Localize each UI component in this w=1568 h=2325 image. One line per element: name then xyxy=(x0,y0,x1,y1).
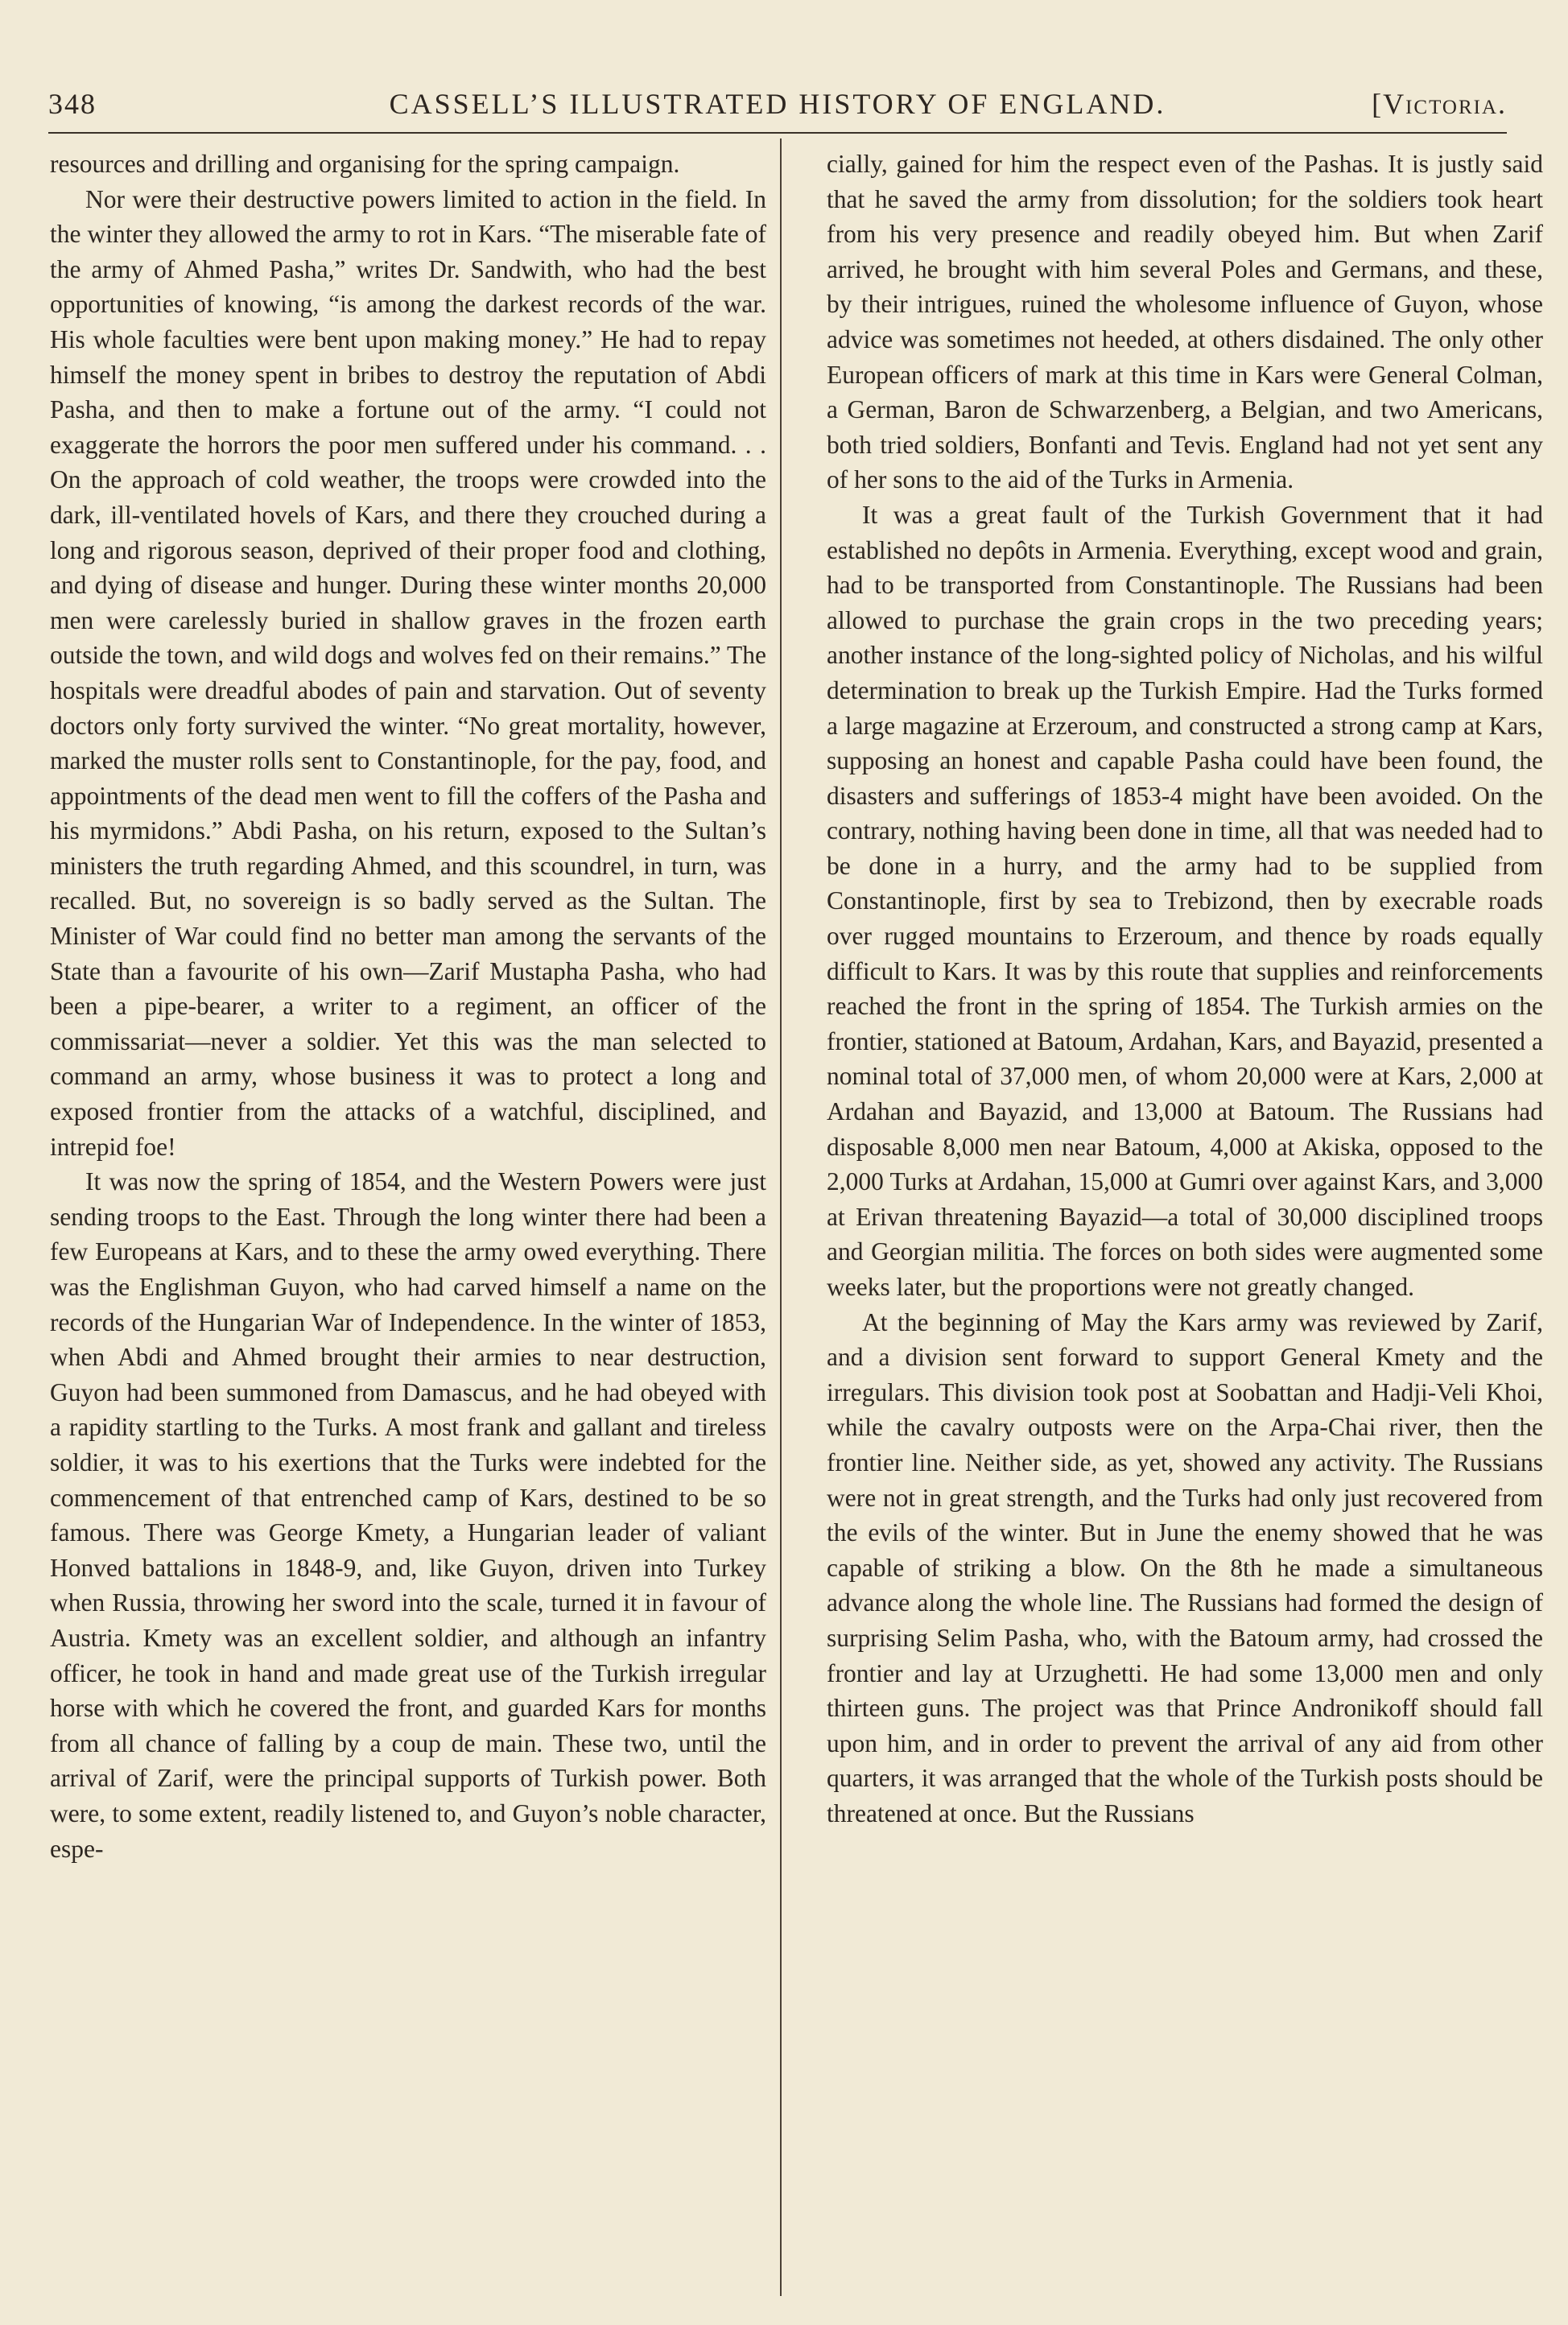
running-header xyxy=(48,81,1507,126)
paragraph: It was a great fault of the Turkish Government that it had established no depôts in Armenia. Everything, except wood and grain, had to be transported from Constantinople. The Russians had been allowed to purchase the grain crops in the two preceding years; another instance of the long-sighted policy of Nicholas, and his wilful determination to break up the Turkish Empire. Had the Turks formed a large magazine at Erzeroum, and constructed a strong camp at Kars, supposing an honest and capable Pasha could have been found, the disasters and sufferings of 1853-4 might have been avoided. On the contrary, nothing having been done in time, all that was needed had to be done in a hurry, and the army had to be supplied from Constantinople, first by sea to Trebizond, then by execrable roads over rugged mountains to Erzeroum, and thence by roads equally difficult to Kars. It was by this route that supplies and reinforcements reached the front in the spring of 1854. The Turkish armies on the frontier, stationed at Batoum, Ardahan, Kars, and Bayazid, presented a nominal total of 37,000 men, of whom 20,000 were at Kars, 2,000 at Ardahan and Bayazid, and 13,000 at Batoum. The Russians had disposable 8,000 men near Batoum, 4,000 at Akiska, opposed to the 2,000 Turks at Ardahan, 15,000 at Gumri over against Kars, and 3,000 at Erivan threatening Bayazid—a total of 30,000 disciplined troops and Georgian militia. The forces on both sides were augmented some weeks later, but the proportions were not greatly changed. xyxy=(827,500,1543,1301)
paragraph: cially, gained for him the respect even of the Pashas. It is justly said that he saved the army from dissolution; for the soldiers took heart from his very presence and readily obeyed him. But when Zarif arrived, he brought with him several Poles and Germans, and these, by their intrigues, ruined the wholesome influence of Guyon, whose advice was sometimes not heeded, at others disdained. The only other European officers of mark at this time in Kars were General Colman, a German, Baron de Schwarzenberg, a Belgian, and two Americans, both tried soldiers, Bonfanti and Tevis. England had not yet sent any of her sons to the aid of the Turks in Armenia. xyxy=(827,150,1543,494)
paragraph: At the beginning of May the Kars army was reviewed by Zarif, and a division sent forward to support General Kmety and the irregulars. This division took post at Soobattan and Hadji-Veli Khoi, while the cavalry outposts were on the Arpa-Chai river, then the frontier line. Neither side, as yet, showed any activity. The Russians were not in great strength, and the Turks had only just recovered from the evils of the winter. But in June the enemy showed that he was capable of striking a blow. On the 8th he made a simultaneous advance along the whole line. The Russians had formed the design of surprising Selim Pasha, who, with the Batoum army, had crossed the frontier and lay at Urzughetti. He had some 13,000 men and only thirteen guns. The project was that Prince Andronikoff should fall upon him, and in order to prevent the arrival of any aid from other quarters, it was arranged that the whole of the Turkish posts should be threatened at once. But the Russians xyxy=(827,1307,1543,1827)
column-divider xyxy=(780,138,782,2296)
right-column xyxy=(827,147,1543,1832)
left-column xyxy=(50,147,766,1866)
paragraph: Nor were their destructive powers limited to action in the field. In the winter they allowed the army to rot in Kars. “The miserable fate of the army of Ahmed Pasha,” writes Dr. Sandwith, who had the best opportunities of knowing, “is among the darkest records of the war. His whole faculties were bent upon making money.” He had to repay himself the money spent in bribes to destroy the reputation of Abdi Pasha, and then to make a fortune out of the army. “I could not exaggerate the horrors the poor men suffered under his command. . . On the approach of cold weather, the troops were crowded into the dark, ill-ventilated hovels of Kars, and there they crouched during a long and rigorous season, deprived of their proper food and clothing, and dying of disease and hunger. During these winter months 20,000 men were carelessly buried in shallow graves in the frozen earth outside the town, and wild dogs and wolves fed on their remains.” The hospitals were dreadful abodes of pain and starvation. Out of seventy doctors only forty survived the winter. “No great mortality, however, marked the muster rolls sent to Constantinople, for the pay, food, and appointments of the dead men went to fill the coffers of the Pasha and his myrmidons.” Abdi Pasha, on his return, exposed to the Sultan’s ministers the truth regarding Ahmed, and this scoundrel, in turn, was recalled. But, no sovereign is so badly served as the Sultan. The Minister of War could find no better man among the servants of the State than a favourite of his own—Zarif Mustapha Pasha, who had been a pipe-bearer, a writer to a regiment, an officer of the commissariat—never a soldier. Yet this was the man selected to command an army, whose business it was to protect a long and exposed frontier from the attacks of a watchful, disciplined, and intrepid foe! xyxy=(50,184,766,1161)
page-number: 348 xyxy=(48,88,97,120)
paragraph: It was now the spring of 1854, and the Western Powers were just sending troops to the East. Through the long winter there had been a few Europeans at Kars, and to these the army owed everything. There was the Englishman Guyon, who had carved himself a name on the records of the Hungarian War of Independence. In the winter of 1853, when Abdi and Ahmed brought their armies to near destruction, Guyon had been summoned from Damascus, and he had obeyed with a rapidity startling to the Turks. A most frank and gallant and tireless soldier, it was to his exertions that the Turks were indebted for the commencement of that entrenched camp of Kars, destined to be so famous. There was George Kmety, a Hungarian leader of valiant Honved battalions in 1848-9, and, like Guyon, driven into Turkey when Russia, throwing her sword into the scale, turned it in favour of Austria. Kmety was an excellent soldier, and although an infantry officer, he took in hand and made great use of the Turkish irregular horse with which he covered the front, and guarded Kars for months from all chance of falling by a coup de main. These two, until the arrival of Zarif, were the principal supports of Turkish power. Both were, to some extent, readily listened to, and Guyon’s noble character, espe- xyxy=(50,1167,766,1863)
section-tag: [Victoria. xyxy=(1372,88,1507,120)
running-title: CASSELL’S ILLUSTRATED HISTORY OF ENGLAND. xyxy=(389,88,1166,120)
paragraph: resources and drilling and organising for the spring campaign. xyxy=(50,150,680,178)
header-rule xyxy=(48,132,1507,134)
